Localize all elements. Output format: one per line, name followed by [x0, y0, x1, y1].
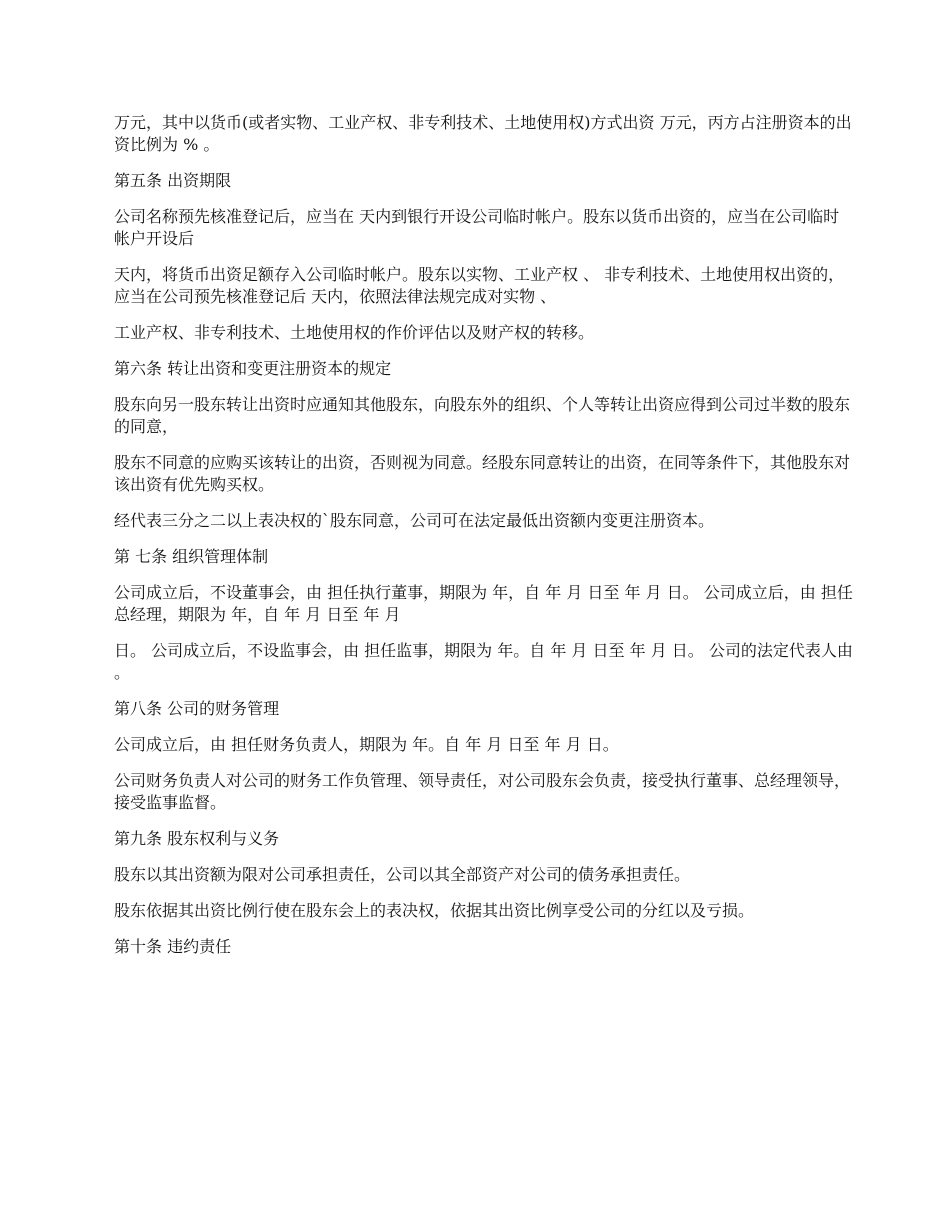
paragraph: 工业产权、非专利技术、土地使用权的作价评估以及财产权的转移。 [114, 323, 595, 342]
paragraph: 天内，将货币出资足额存入公司临时帐户。股东以实物、工业产权 、 非专利技术、土地使用权出资的，应当在公司预先核准登记后 天内，依照法律法规完成对实物 、 [114, 265, 845, 306]
document-page [114, 112, 858, 972]
article-heading: 第九条 股东权利与义务 [114, 829, 280, 848]
paragraph: 日。 公司成立后，不设监事会，由 担任监事，期限为 年。自 年 月 日至 年 月 日。 公司的法定代表人由 。 [114, 641, 858, 682]
paragraph: 公司成立后，由 担任财务负责人，期限为 年。自 年 月 日至 年 月 日。 [114, 735, 619, 754]
article-heading: 第八条 公司的财务管理 [114, 699, 280, 718]
article-heading: 第 七条 组织管理体制 [114, 547, 269, 566]
paragraph: 股东向另一股东转让出资时应通知其他股东，向股东外的组织、个人等转让出资应得到公司过半数的股东的同意， [114, 395, 851, 436]
paragraph: 公司财务负责人对公司的财务工作负管理、领导责任，对公司股东会负责，接受执行董事、总经理领导，接受监事监督。 [114, 771, 851, 812]
article-heading: 第五条 出资期限 [114, 171, 232, 190]
paragraph: 股东依据其出资比例行使在股东会上的表决权，依据其出资比例享受公司的分红以及亏损。 [114, 901, 755, 920]
article-heading: 第十条 违约责任 [114, 937, 232, 956]
paragraph: 公司成立后，不设董事会，由 担任执行董事，期限为 年，自 年 月 日至 年 月 日。 公司成立后，由 担任总经理，期限为 年，自 年 月 日至 年 月 [114, 583, 853, 624]
paragraph: 公司名称预先核准登记后，应当在 天内到银行开设公司临时帐户。股东以货币出资的，应当在公司临时帐户开设后 [114, 207, 840, 248]
paragraph: 万元，其中以货币(或者实物、工业产权、非专利技术、土地使用权)方式出资 万元，丙方占注册资本的出资比例为 % 。 [114, 113, 852, 154]
paragraph: 股东以其出资额为限对公司承担责任，公司以其全部资产对公司的债务承担责任。 [114, 865, 691, 884]
paragraph: 经代表三分之二以上表决权的`股东同意，公司可在法定最低出资额内变更注册资本。 [114, 511, 715, 530]
paragraph: 股东不同意的应购买该转让的出资，否则视为同意。经股东同意转让的出资，在同等条件下，其他股东对该出资有优先购买权。 [114, 453, 851, 494]
article-heading: 第六条 转让出资和变更注册资本的规定 [114, 359, 392, 378]
